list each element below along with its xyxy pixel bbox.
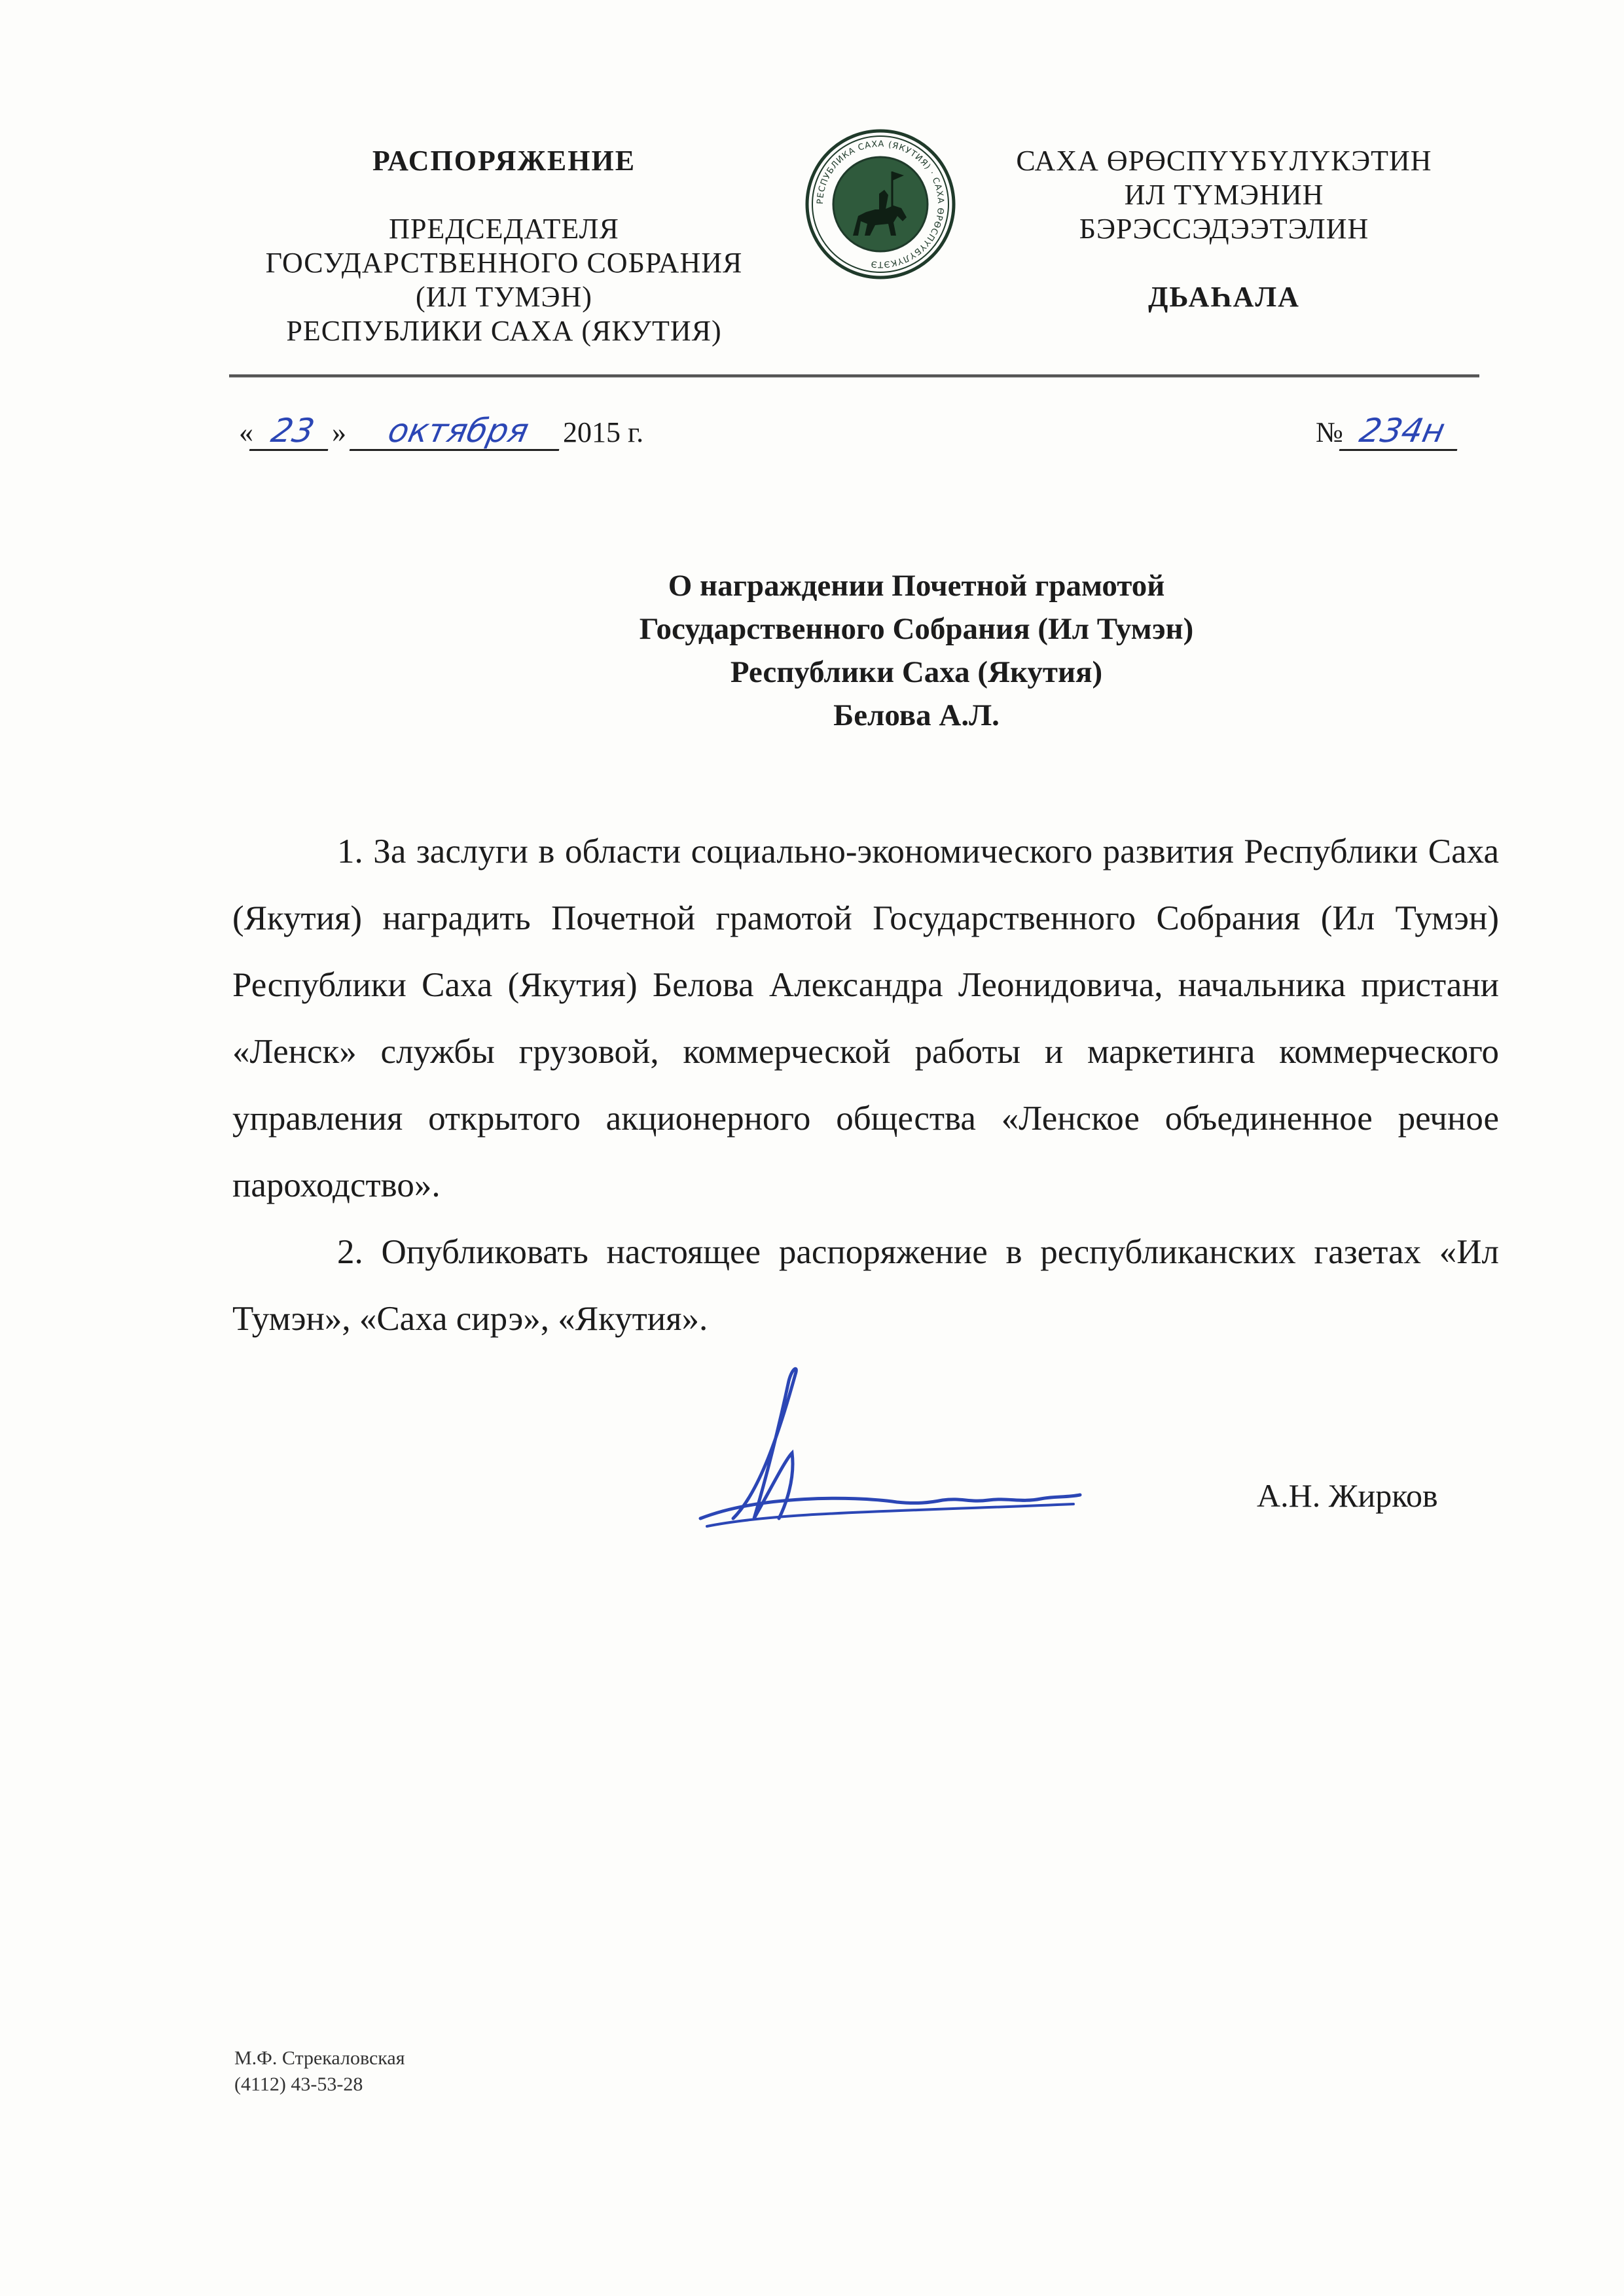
header-divider <box>229 374 1479 378</box>
issuer-line: БЭРЭССЭДЭЭТЭЛИН <box>1079 213 1369 245</box>
body-paragraph: 2. Опубликовать настоящее распоряжение в республиканских газетах «Ил Тумэн», «Саха сирэ», «Якутия». <box>232 1233 1499 1338</box>
handwritten-number: 234н <box>1339 412 1466 451</box>
number-sign: № <box>1316 416 1343 448</box>
executor-info <box>234 2045 405 2098</box>
subject-line: Белова А.Л. <box>833 698 1000 732</box>
subject-line: О награждении Почетной грамотой <box>668 569 1165 603</box>
issuer-line: ГОСУДАРСТВЕННОГО СОБРАНИЯ <box>265 247 743 279</box>
subject-line: Республики Саха (Якутия) <box>730 655 1103 689</box>
quote-mark: » <box>332 416 346 448</box>
executor-phone: (4112) 43-53-28 <box>234 2073 363 2095</box>
subject-line: Государственного Собрания (Ил Тумэн) <box>639 612 1194 646</box>
signer-name: А.Н. Жирков <box>1257 1477 1438 1514</box>
issuer-line: ИЛ ТҮМЭНИН <box>1124 179 1324 211</box>
issuer-line: РЕСПУБЛИКИ САХА (ЯКУТИЯ) <box>286 315 722 347</box>
document-body <box>232 818 1499 1352</box>
document-date <box>239 412 643 452</box>
issuer-block-russian <box>216 144 792 348</box>
document-type-title: РАСПОРЯЖЕНИЕ <box>372 145 636 177</box>
executor-name: М.Ф. Стрекаловская <box>234 2047 405 2069</box>
quote-mark: « <box>239 416 253 448</box>
emblem-icon <box>802 126 959 283</box>
issuer-line: ПРЕДСЕДАТЕЛЯ <box>389 213 619 245</box>
year-text: 2015 г. <box>563 416 644 448</box>
svg-text:РЕСПУБЛИКА САХА (ЯКУТИЯ) · САХ: РЕСПУБЛИКА САХА (ЯКУТИЯ) · САХА ӨРӨСПҮҮБҮЛҮКЭТЭ <box>815 139 946 270</box>
document-subject <box>393 564 1440 737</box>
handwritten-signature <box>681 1355 1087 1538</box>
handwritten-day: 23 <box>249 412 336 451</box>
issuer-line: САХА ӨРӨСПҮҮБҮЛҮКЭТИН <box>1016 145 1432 177</box>
issuer-line: (ИЛ ТУМЭН) <box>416 281 592 313</box>
document-number <box>1316 412 1461 452</box>
issuer-block-yakut <box>969 144 1479 314</box>
handwritten-month: октября <box>350 412 568 451</box>
document-type-title-yakut: ДЬАҺАЛА <box>1148 281 1300 313</box>
body-paragraph: 1. За заслуги в области социально-экономического развития Республики Саха (Якутия) наградить Почетной грамотой Государственного Собрания (Ил Тумэн) Республики Саха (Якутия) Белова Александра Леонидовича, начальника пристани «Ленск» службы грузовой, коммерческой работы и маркетинга коммерческого управления открытого акционерного общества «Ленское объединенное речное пароходство». <box>232 833 1499 1204</box>
